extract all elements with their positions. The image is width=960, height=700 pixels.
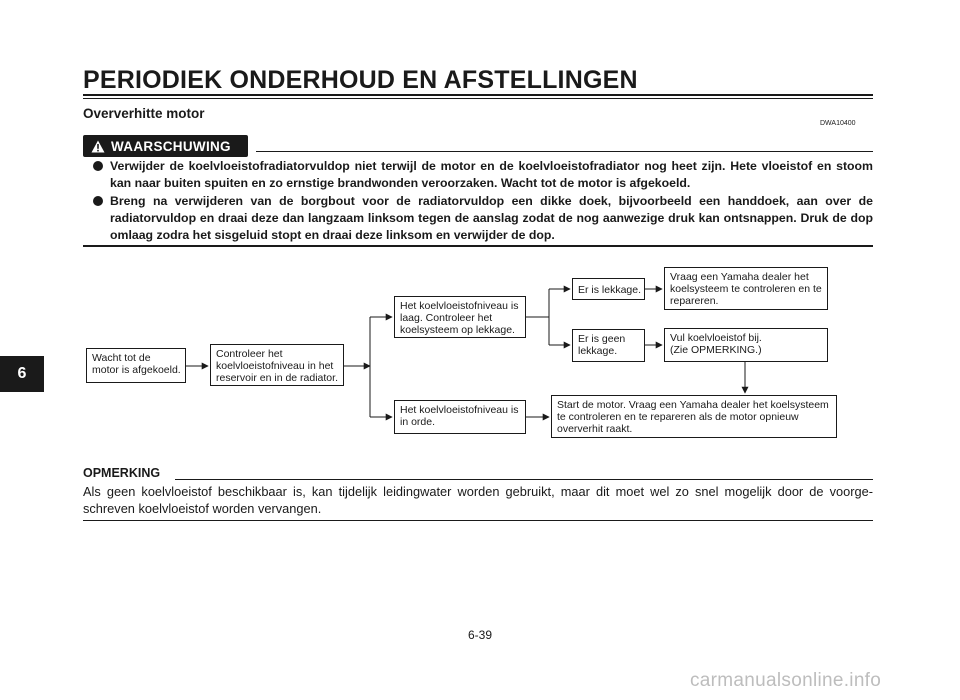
flow-text: Vraag een Yamaha dealer het (670, 271, 809, 283)
page-header-title: PERIODIEK ONDERHOUD EN AFSTELLINGEN (83, 66, 638, 94)
flow-text: Het koelvloeistofniveau is (400, 300, 519, 312)
flow-text: repareren. (670, 295, 719, 307)
watermark: carmanualsonline.info (690, 670, 882, 691)
flow-text: te controleren en te repareren als de motor opnieuw (557, 411, 799, 423)
document-code: DWA10400 (820, 120, 856, 127)
flow-text: Vul koelvloeistof bij. (670, 332, 762, 344)
warning-label: WAARSCHUWING (111, 138, 231, 154)
flow-text: Controleer het (216, 348, 283, 360)
flow-box-level-ok (394, 400, 526, 434)
flow-text: laag. Controleer het (400, 312, 493, 324)
flow-text: Start de motor. Vraag een Yamaha dealer het koelsysteem (557, 399, 829, 411)
flow-box-dealer-repair (664, 267, 828, 310)
chapter-tab: 6 (0, 356, 44, 392)
note-title: OPMERKING (83, 466, 161, 480)
flow-text: Er is lekkage. (578, 284, 642, 296)
flow-box-fill-coolant (664, 328, 828, 362)
warning-bullet-text: Verwijder de koelvloeistofradiatorvuldop niet terwijl de motor en de koelvloeistofradiator nog heet zijn. Hete vloeistof en stoom kan naar buiten spuiten en zo ernstige brandwonden veroorzaken. Wacht tot de motor is afgekoeld. (110, 159, 873, 190)
flow-text: lekkage. (578, 345, 618, 357)
flow-text: koelsysteem te controleren en te (670, 283, 822, 295)
flow-text: motor is afgekoeld. (92, 364, 181, 376)
flow-box-leak (572, 278, 645, 300)
flow-text: koelvloeistofniveau in het (216, 360, 334, 372)
page-number: 6-39 (467, 628, 493, 642)
flow-text: (Zie OPMERKING.) (670, 344, 762, 356)
section-title: Oververhitte motor (83, 106, 205, 121)
flow-box-level-low (394, 296, 526, 338)
flow-text: koelsysteem op lekkage. (400, 324, 515, 336)
note-text: Als geen koelvloeistof beschikbaar is, kan tijdelijk leidingwater worden gebruikt, maar dit moet wel zo snel mogelijk door de voorge-schreven koelvloeistof worden vervangen. (83, 484, 873, 516)
flow-text: Het koelvloeistofniveau is (400, 404, 519, 416)
flow-text: oververhit raakt. (557, 423, 633, 435)
flow-text: Er is geen (578, 333, 626, 345)
note-rule (175, 479, 873, 480)
flow-text: Wacht tot de (92, 352, 151, 364)
flow-box-check-level (210, 344, 344, 386)
flow-box-start-engine (551, 395, 837, 438)
flow-box-no-leak (572, 329, 645, 362)
flow-text: reservoir en in de radiator. (216, 372, 338, 384)
warning-bullet-text: Breng na verwijderen van de borgbout voor de radiatorvuldop een dikke doek, bijvoorbeeld een handdoek, aan over de radiatorvuldop en draai deze dan langzaam linksom tegen de aanslag zodat de nog aanwezige druk kan ontsnappen. Druk de dop omlaag zodra het sisgeluid stopt en draai deze linksom en verwijder de dop. (110, 194, 873, 242)
flow-box-wait (86, 348, 186, 383)
note-bottom-rule (83, 520, 873, 521)
flow-text: in orde. (400, 416, 436, 428)
